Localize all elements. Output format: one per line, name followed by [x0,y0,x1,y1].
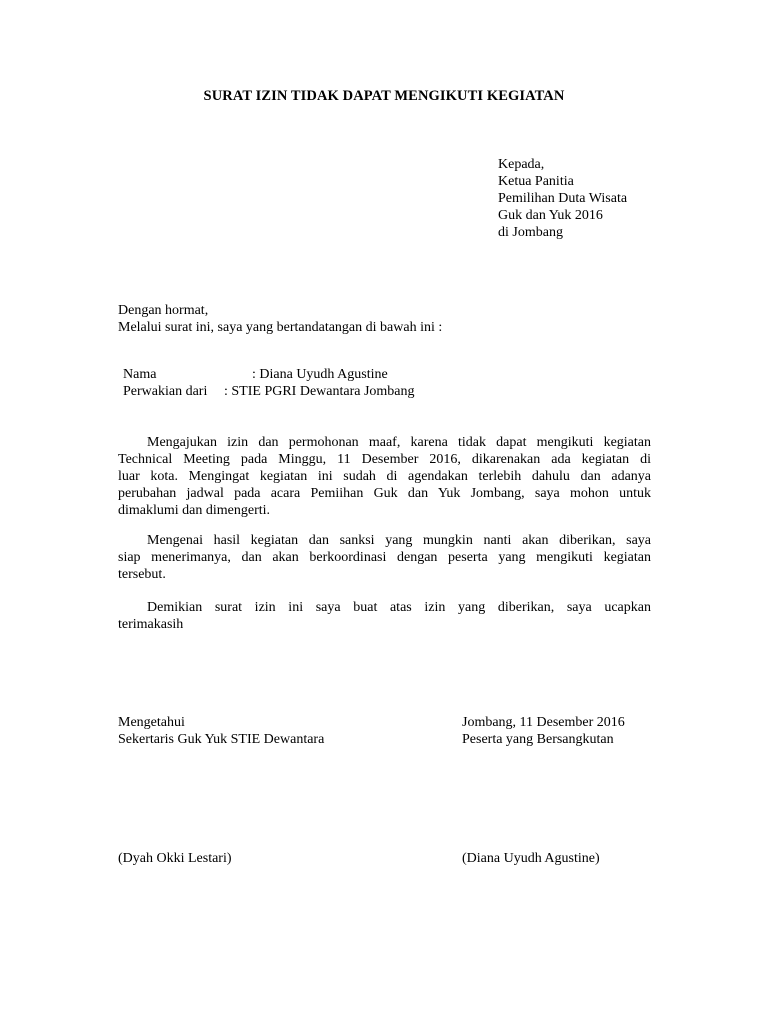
origin-value: : STIE PGRI Dewantara Jombang [224,384,415,399]
paragraph-line: luar kota. Mengingat kegiatan ini sudah di agendakan terlebih dahulu dan adanya [118,469,651,484]
greeting: Dengan hormat, [118,303,209,318]
name-value: : Diana Uyudh Agustine [252,367,388,382]
paragraph-line: Technical Meeting pada Minggu, 11 Desember 2016, dikarenakan ada kegiatan di [118,452,651,467]
signature-right-block [462,714,625,748]
identity-block [123,366,415,400]
paragraph-request [118,434,651,519]
paragraph-line: Mengenai hasil kegiatan dan sanksi yang mungkin nanti akan diberikan, saya [147,533,651,548]
paragraph-line: siap menerimanya, dan akan berkoordinasi dengan peserta yang mengikuti kegiatan [118,550,651,565]
paragraph-closing [118,599,651,633]
opening-block [118,302,442,336]
paragraph-line: Demikian surat izin ini saya buat atas izin yang diberikan, saya ucapkan [147,600,651,615]
signature-left-line2: Sekertaris Guk Yuk STIE Dewantara [118,732,325,747]
recipient-block [498,156,627,241]
recipient-line: Kepada, [498,157,545,172]
origin-label: Perwakian dari [123,384,208,399]
recipient-line: Guk dan Yuk 2016 [498,208,603,223]
recipient-line: Pemilihan Duta Wisata [498,191,628,206]
paragraph-line: perubahan jadwal pada acara Pemiihan Guk dan Yuk Jombang, saya mohon untuk [118,486,651,501]
signatory-left-name: (Dyah Okki Lestari) [118,851,232,866]
paragraph-line: Mengajukan izin dan permohonan maaf, karena tidak dapat mengikuti kegiatan [147,435,651,450]
paragraph-line: dimaklumi dan dimengerti. [118,503,271,518]
recipient-line: di Jombang [498,225,563,240]
signature-right-line1: Jombang, 11 Desember 2016 [462,715,625,730]
signatory-right-name: (Diana Uyudh Agustine) [462,851,600,866]
letter-title: SURAT IZIN TIDAK DAPAT MENGIKUTI KEGIATAN [203,88,565,104]
paragraph-line: tersebut. [118,567,166,582]
identity-origin-row [123,383,415,400]
signature-left-block [118,714,324,748]
intro-text: Melalui surat ini, saya yang bertandatangan di bawah ini : [118,320,443,335]
paragraph-sanction [118,532,651,583]
signature-right-line2: Peserta yang Bersangkutan [462,732,614,747]
paragraph-line: terimakasih [118,617,184,632]
signature-left-line1: Mengetahui [118,715,185,730]
identity-name-row [123,366,388,383]
recipient-line: Ketua Panitia [498,174,574,189]
name-label: Nama [123,367,157,382]
